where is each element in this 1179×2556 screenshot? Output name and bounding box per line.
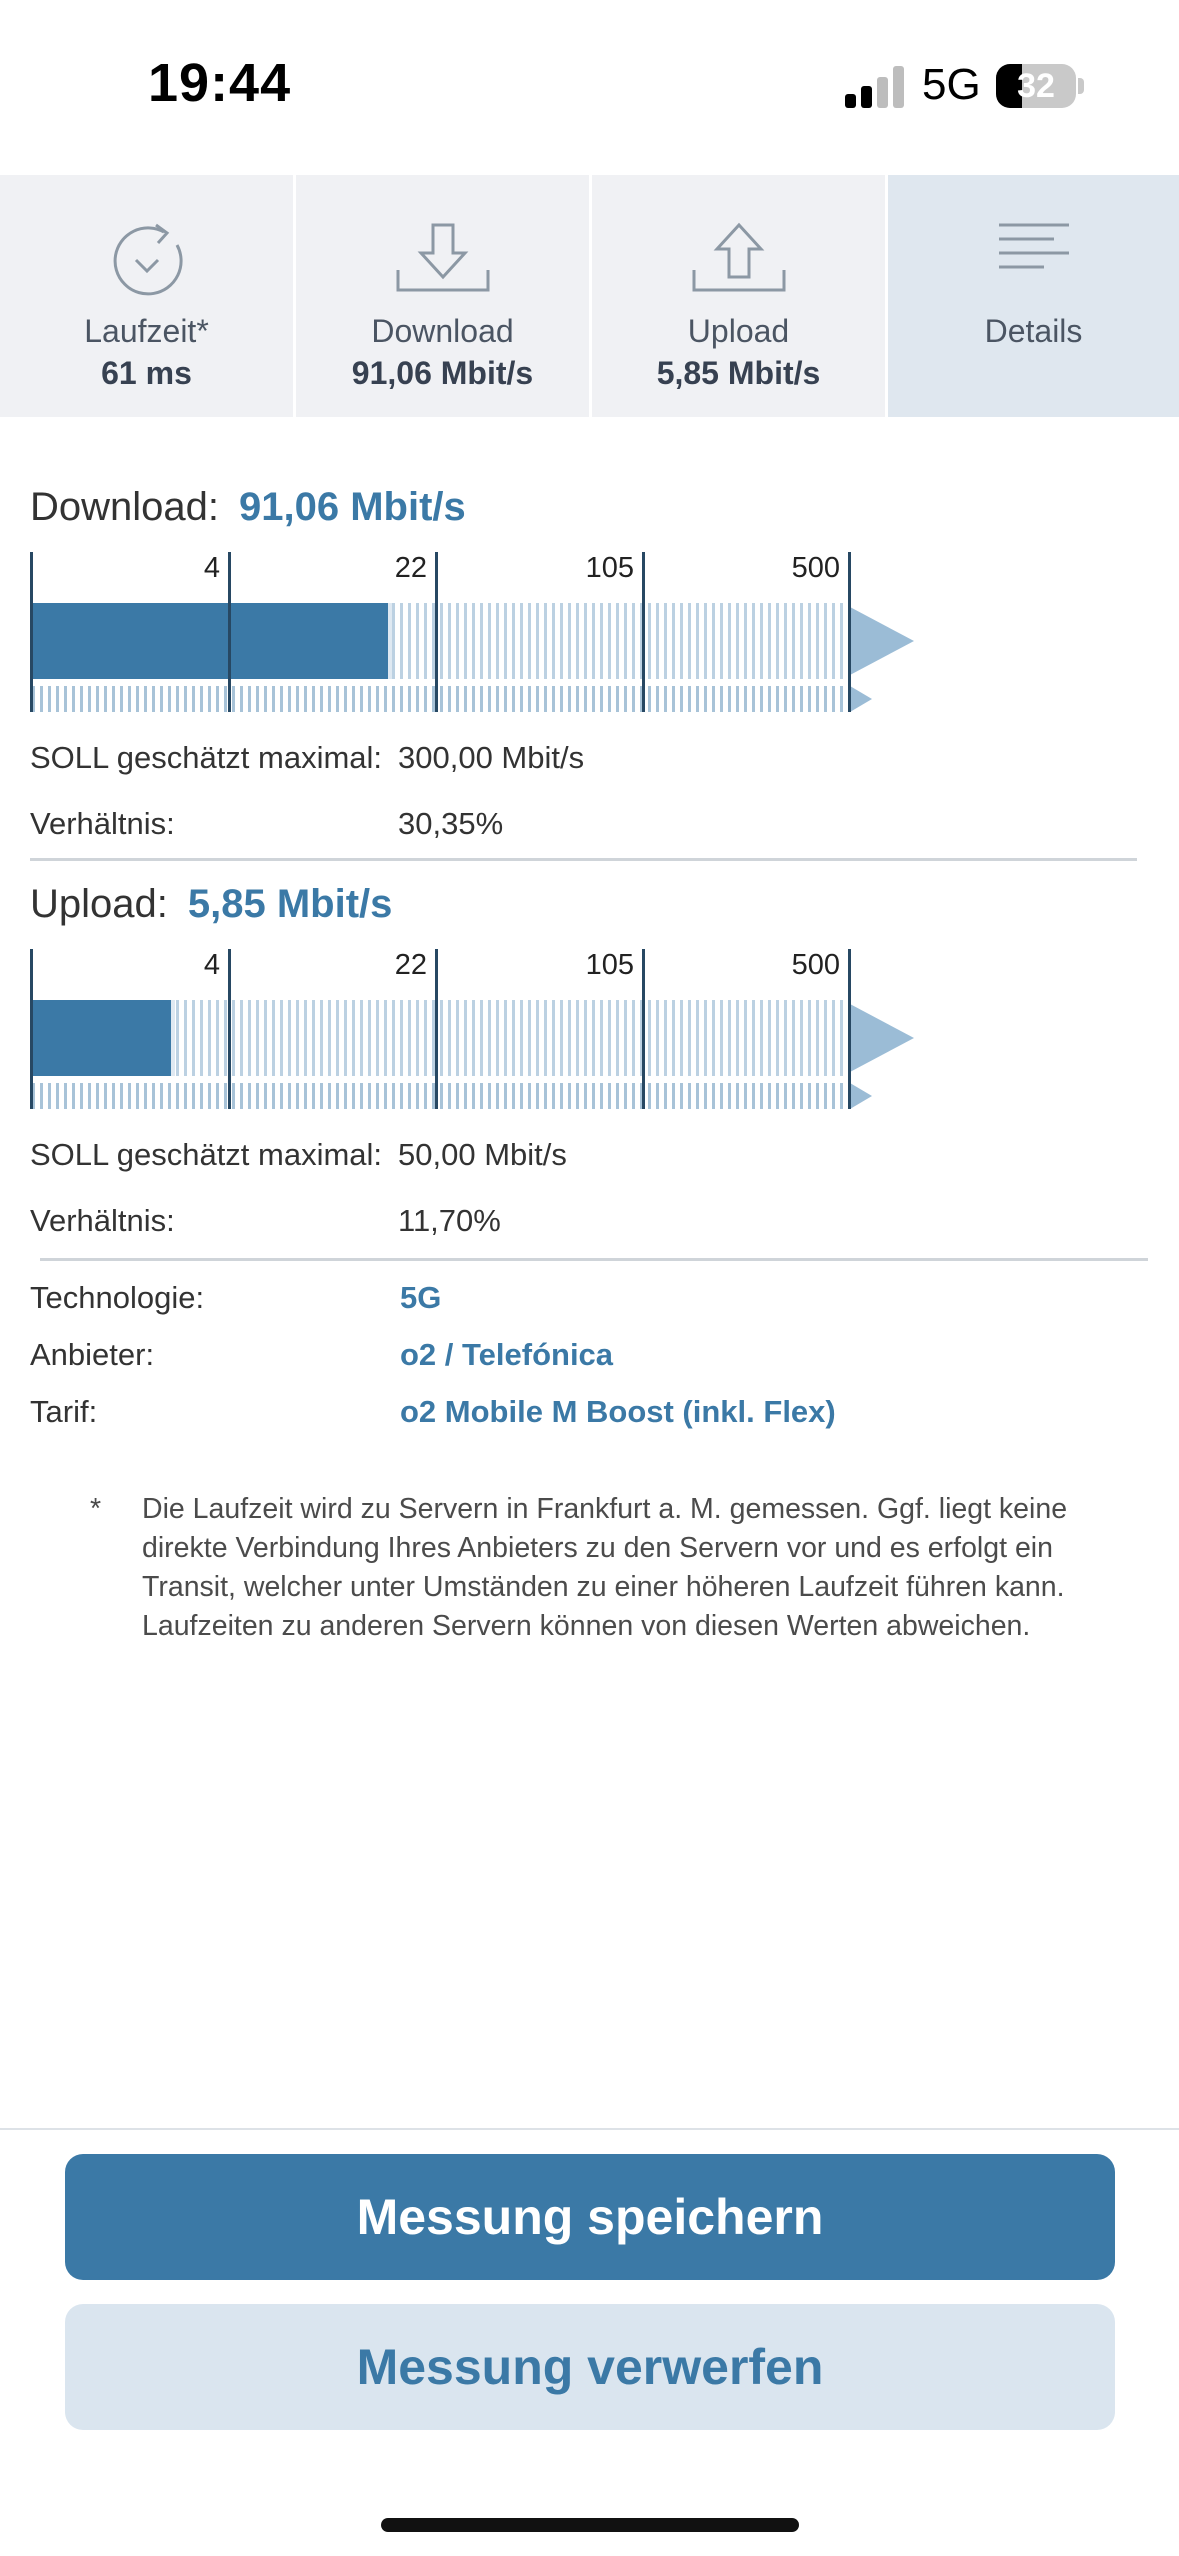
tab-laufzeit-label: Laufzeit*: [84, 313, 209, 349]
upload-soll-row: [30, 1137, 567, 1173]
upload-title: [30, 882, 392, 927]
info-technology-label: Technologie:: [30, 1280, 205, 1315]
upload-tick-22: [435, 949, 438, 1109]
download-tick-105: [642, 552, 645, 712]
battery-tip: [1078, 78, 1084, 94]
download-speed-bar: [30, 552, 910, 712]
tab-upload-value: 5,85 Mbit/s: [656, 355, 821, 391]
download-mini-track: [32, 686, 850, 712]
download-tick-label: 4: [203, 552, 220, 584]
tab-laufzeit-value: 61 ms: [101, 355, 192, 391]
info-provider-value: o2 / Telefónica: [400, 1337, 614, 1372]
battery-level: 32: [1017, 67, 1055, 105]
upload-bar-fill: [32, 1000, 175, 1076]
download-soll-label: SOLL geschätzt maximal:: [30, 740, 383, 775]
download-icon: [296, 215, 589, 315]
upload-ratio-row: [30, 1203, 501, 1239]
info-technology-value: 5G: [400, 1280, 442, 1315]
upload-title-label: Upload:: [30, 882, 168, 926]
download-bar-arrow: [850, 607, 914, 675]
upload-tick-label: 22: [394, 949, 427, 981]
upload-soll-value: 50,00 Mbit/s: [398, 1137, 567, 1172]
upload-bar-arrow: [850, 1004, 914, 1072]
upload-tick-0: [30, 949, 33, 1109]
tab-upload[interactable]: [592, 175, 885, 417]
download-soll-row: [30, 740, 585, 776]
tab-details-label: Details: [984, 313, 1083, 349]
download-mini-arrow: [850, 686, 872, 712]
upload-mini-arrow: [850, 1083, 872, 1109]
upload-tick-4: [228, 949, 231, 1109]
discard-measurement-button[interactable]: Messung verwerfen: [65, 2304, 1115, 2430]
info-tariff-value: o2 Mobile M Boost (inkl. Flex): [400, 1394, 836, 1429]
battery-icon: [996, 64, 1076, 108]
divider: [30, 858, 1137, 861]
upload-speed-bar: [30, 949, 910, 1109]
upload-ratio-value: 11,70%: [398, 1203, 501, 1238]
tab-download-label: Download: [371, 313, 514, 349]
download-tick-22: [435, 552, 438, 712]
clock-refresh-icon: [0, 215, 293, 315]
download-title-value: 91,06 Mbit/s: [239, 485, 466, 529]
status-time: 19:44: [148, 53, 292, 113]
upload-ratio-label: Verhältnis:: [30, 1203, 175, 1238]
status-bar: [0, 0, 1179, 175]
tab-laufzeit[interactable]: [0, 175, 293, 417]
upload-tick-500: [848, 949, 851, 1109]
home-indicator[interactable]: [381, 2518, 799, 2532]
tab-download-value: 91,06 Mbit/s: [351, 355, 534, 391]
download-ratio-label: Verhältnis:: [30, 806, 175, 841]
upload-tick-label: 105: [585, 949, 634, 981]
download-tick-label: 22: [394, 552, 427, 584]
info-provider-label: Anbieter:: [30, 1337, 155, 1372]
tab-upload-label: Upload: [687, 313, 790, 349]
download-ratio-value: 30,35%: [398, 806, 504, 841]
footnote-marker: *: [90, 1493, 102, 1525]
save-measurement-button[interactable]: Messung speichern: [65, 2154, 1115, 2280]
download-tick-4: [228, 552, 231, 712]
details-lines-icon: [888, 215, 1179, 315]
download-tick-500: [848, 552, 851, 712]
upload-tick-label: 500: [791, 949, 840, 981]
result-tabs: [0, 175, 1179, 417]
download-title-label: Download:: [30, 485, 220, 529]
upload-title-value: 5,85 Mbit/s: [187, 882, 393, 926]
download-soll-value: 300,00 Mbit/s: [398, 740, 585, 775]
download-ratio-row: [30, 806, 504, 842]
signal-strength-icon: [845, 66, 905, 108]
upload-tick-label: 4: [203, 949, 220, 981]
download-tick-label: 500: [791, 552, 840, 584]
info-technology: [30, 1280, 442, 1316]
footnote-text: Die Laufzeit wird zu Servern in Frankfurt a. M. gemessen. Ggf. liegt keine direkte Verbindung Ihres Anbieters zu den Servern vor und es erfolgt ein Transit, welcher unter Umständen zu einer höheren Laufzeit führen kann. Laufzeiten zu anderen Servern können von diesen Werten abweichen.: [142, 1493, 1068, 1642]
upload-tick-105: [642, 949, 645, 1109]
network-type: 5G: [922, 60, 981, 109]
download-tick-label: 105: [585, 552, 634, 584]
footer-divider: [0, 2128, 1179, 2130]
upload-mini-track: [32, 1083, 850, 1109]
tab-download[interactable]: [296, 175, 589, 417]
info-provider: [30, 1337, 614, 1373]
info-tariff-label: Tarif:: [30, 1394, 98, 1429]
download-title: [30, 485, 466, 530]
info-tariff: [30, 1394, 836, 1430]
download-bar-fill: [32, 603, 392, 679]
upload-soll-label: SOLL geschätzt maximal:: [30, 1137, 383, 1172]
tab-details[interactable]: [888, 175, 1179, 417]
upload-icon: [592, 215, 885, 315]
divider: [40, 1258, 1148, 1261]
download-tick-0: [30, 552, 33, 712]
